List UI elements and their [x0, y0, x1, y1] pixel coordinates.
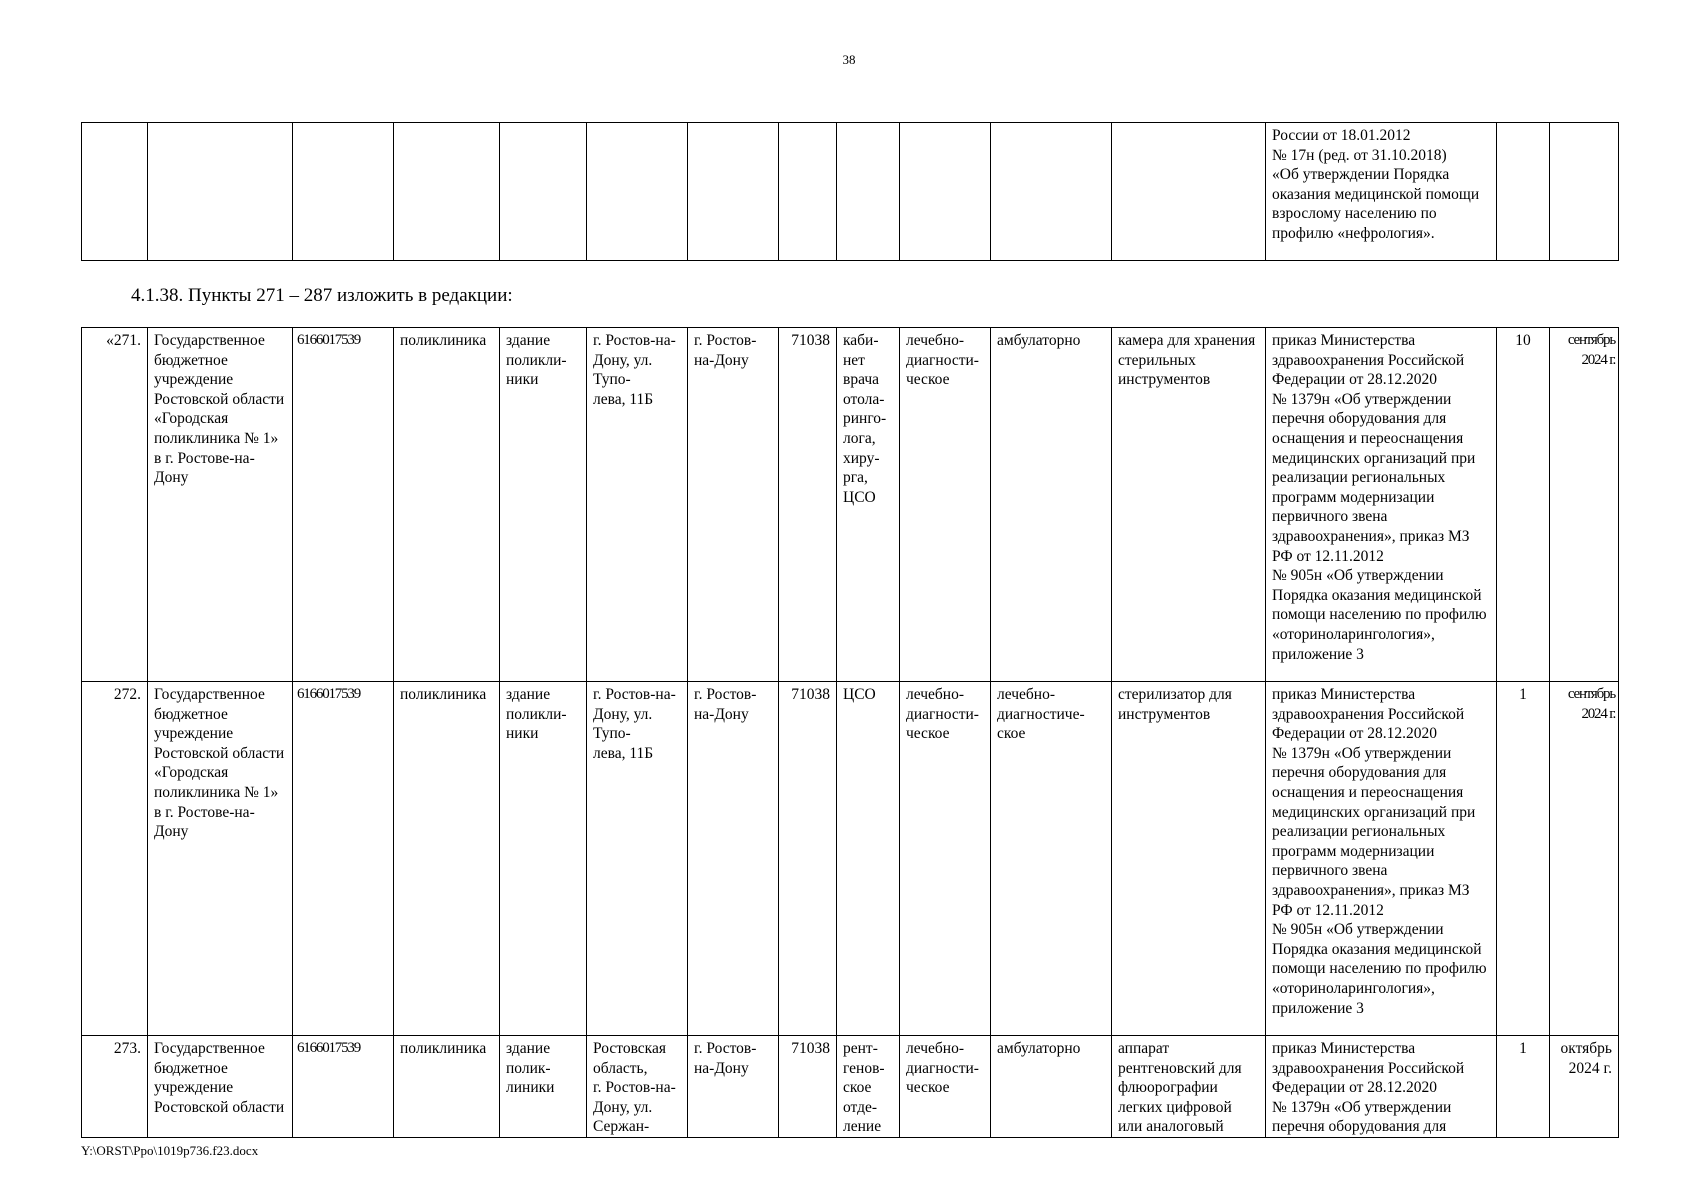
- table-row: [82, 123, 1619, 261]
- cell-code: 71038: [779, 682, 837, 1036]
- cell-inn: 6166017539: [293, 682, 394, 1036]
- cell-city: г. Ростов-на-Дону: [688, 328, 779, 682]
- cell-type: поликлиника: [394, 328, 500, 682]
- cell-org: [148, 123, 293, 261]
- cell-building: здание поликли- ники: [500, 682, 587, 1036]
- cell-address: г. Ростов-на-Дону, ул. Тупо- лева, 11Б: [587, 328, 688, 682]
- cell-address: Ростовская область, г. Ростов-на-Дону, ул. Сержан-: [587, 1036, 688, 1138]
- cell-equipment: аппарат рентгеновский для флюорографии легких цифровой или аналоговый: [1112, 1036, 1266, 1138]
- table-row: [82, 328, 1619, 682]
- section-heading: 4.1.38. Пункты 271 – 287 изложить в редакции:: [131, 285, 513, 306]
- cell-date: сентябрь 2024 г.: [1550, 682, 1619, 1036]
- cell-num: «271.: [82, 328, 148, 682]
- cell-code: 71038: [779, 328, 837, 682]
- cell-num: 272.: [82, 682, 148, 1036]
- cell-inn: 6166017539: [293, 1036, 394, 1138]
- cell-code: [779, 123, 837, 261]
- cell-document: приказ Министерства здравоохранения Российской Федерации от 28.12.2020 № 1379н «Об утверждении перечня оборудования для оснащения и переоснащения медицинских организаций при реализации региональных программ модернизации первичного звена здравоохранения», приказ МЗ РФ от 12.11.2012 № 905н «Об утверждении Порядка оказания медицинской помощи населению по профилю «оториноларингология», приложение 3: [1266, 682, 1497, 1036]
- cell-building: здание поликли- ники: [500, 328, 587, 682]
- cell-profile: лечебно- диагности- ческое: [900, 682, 991, 1036]
- cell-city: г. Ростов-на-Дону: [688, 682, 779, 1036]
- cell-address: [587, 123, 688, 261]
- cell-care: амбулаторно: [991, 1036, 1112, 1138]
- equipment-table: [81, 327, 1619, 1138]
- cell-inn: 6166017539: [293, 328, 394, 682]
- cell-profile: [900, 123, 991, 261]
- cell-qty: [1497, 123, 1550, 261]
- cell-qty: 10: [1497, 328, 1550, 682]
- cell-unit: [837, 123, 900, 261]
- table-row: [82, 682, 1619, 1036]
- cell-code: 71038: [779, 1036, 837, 1138]
- cell-date: [1550, 123, 1619, 261]
- cell-care: лечебно- диагностиче- ское: [991, 682, 1112, 1036]
- cell-equipment: стерилизатор для инструментов: [1112, 682, 1266, 1036]
- cell-equipment: камера для хранения стерильных инструментов: [1112, 328, 1266, 682]
- cell-num: 273.: [82, 1036, 148, 1138]
- cell-org: Государственное бюджетное учреждение Ростовской области: [148, 1036, 293, 1138]
- cell-city: г. Ростов-на-Дону: [688, 1036, 779, 1138]
- table-row: [82, 1036, 1619, 1138]
- cell-qty: 1: [1497, 682, 1550, 1036]
- cell-document: России от 18.01.2012 № 17н (ред. от 31.10.2018) «Об утверждении Порядка оказания медицинской помощи взрослому населению по профилю «нефрология».: [1266, 123, 1497, 261]
- cell-org: Государственное бюджетное учреждение Ростовской области «Городская поликлиника № 1» в г. Ростове-на-Дону: [148, 682, 293, 1036]
- footer-file-path: Y:\ORST\Ppo\1019p736.f23.docx: [81, 1143, 259, 1158]
- cell-profile: лечебно- диагности- ческое: [900, 328, 991, 682]
- cell-qty: 1: [1497, 1036, 1550, 1138]
- cell-type: поликлиника: [394, 682, 500, 1036]
- cell-org: Государственное бюджетное учреждение Ростовской области «Городская поликлиника № 1» в г. Ростове-на-Дону: [148, 328, 293, 682]
- cell-city: [688, 123, 779, 261]
- cell-profile: лечебно- диагности- ческое: [900, 1036, 991, 1138]
- cell-care: амбулаторно: [991, 328, 1112, 682]
- cell-type: поликлиника: [394, 1036, 500, 1138]
- cell-document: приказ Министерства здравоохранения Российской Федерации от 28.12.2020 № 1379н «Об утверждении перечня оборудования для: [1266, 1036, 1497, 1138]
- cell-inn: [293, 123, 394, 261]
- cell-num: [82, 123, 148, 261]
- cell-building: [500, 123, 587, 261]
- cell-equipment: [1112, 123, 1266, 261]
- cell-unit: рент- генов- ское отде- ление: [837, 1036, 900, 1138]
- cell-type: [394, 123, 500, 261]
- cell-unit: ЦСО: [837, 682, 900, 1036]
- cell-address: г. Ростов-на-Дону, ул. Тупо- лева, 11Б: [587, 682, 688, 1036]
- cell-unit: каби- нет врача отола- ринго- лога, хиру- рга, ЦСО: [837, 328, 900, 682]
- cell-building: здание полик- линики: [500, 1036, 587, 1138]
- cell-date: октябрь 2024 г.: [1550, 1036, 1619, 1138]
- previous-table-continuation: [81, 122, 1619, 261]
- cell-date: сентябрь 2024 г.: [1550, 328, 1619, 682]
- cell-document: приказ Министерства здравоохранения Российской Федерации от 28.12.2020 № 1379н «Об утверждении перечня оборудования для оснащения и переоснащения медицинских организаций при реализации региональных программ модернизации первичного звена здравоохранения», приказ МЗ РФ от 12.11.2012 № 905н «Об утверждении Порядка оказания медицинской помощи населению по профилю «оториноларингология», приложение 3: [1266, 328, 1497, 682]
- page-number: 38: [842, 52, 856, 67]
- cell-care: [991, 123, 1112, 261]
